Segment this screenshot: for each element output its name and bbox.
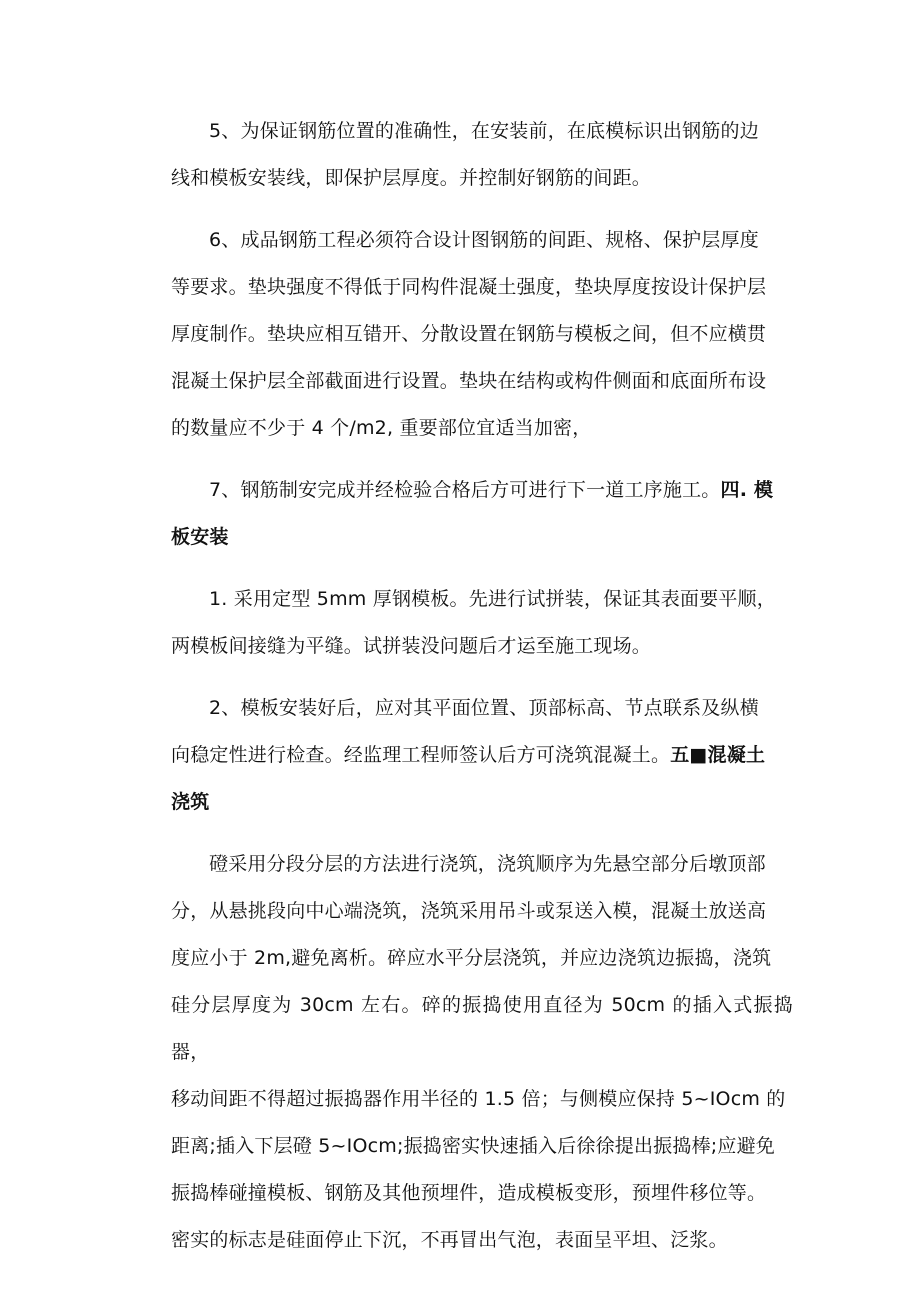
text-line: 振捣棒碰撞模板、钢筋及其他预埋件，造成模板变形，预埋件移位等。 [171,1182,767,1204]
paragraph-7 [171,467,793,561]
text-line [171,732,793,779]
paragraph-5 [171,108,793,202]
text-line: 的数量应不少于 4 个/m2, 重要部位宜适当加密， [171,417,592,439]
text-line: 分，从悬挑段向中心端浇筑，浇筑采用吊斗或泵送入模，混凝土放送高 [171,900,767,922]
section-heading-5-cont: 浇筑 [171,791,210,813]
paragraph-6 [171,217,793,452]
text-line: 距离;插入下层磴 5~IOcm;振捣密实快速插入后徐徐提出振捣棒;应避免 [171,1135,775,1157]
section-heading-5: 五■混凝土 [670,744,766,766]
text-line: 1. 采用定型 5mm 厚钢模板。先进行试拼装，保证其表面要平顺， [209,588,776,610]
text-line: 混凝土保护层全部截面进行设置。垫块在结构或构件侧面和底面所布设 [171,370,767,392]
text-line: 磴采用分段分层的方法进行浇筑，浇筑顺序为先悬空部分后墩顶部 [209,853,766,875]
text-line: 密实的标志是硅面停止下沉，不再冒出气泡，表面呈平坦、泛浆。 [171,1229,728,1251]
section-heading-4: 四. 模 [720,479,774,501]
paragraph-pouring [171,841,793,1264]
text-line: 等要求。垫块强度不得低于同构件混凝土强度，垫块厚度按设计保护层 [171,276,767,298]
text-line: 厚度制作。垫块应相互错开、分散设置在钢筋与模板之间，但不应横贯 [171,323,767,345]
document-body [171,108,793,1279]
paragraph-text: 7、钢筋制安完成并经检验合格后方可进行下一道工序施工。 [209,479,721,501]
text-line: 两模板间接缝为平缝。试拼装没问题后才运至施工现场。 [171,635,652,657]
paragraph-text: 向稳定性进行检查。经监理工程师签认后方可浇筑混凝土。 [171,744,671,766]
text-line: 5、为保证钢筋位置的准确性，在安装前，在底模标识出钢筋的边 [209,120,759,142]
section-heading-4-cont: 板安装 [171,526,229,548]
text-line: 硅分层厚度为 30cm 左右。碎的振捣使用直径为 50cm 的插入式振捣器， [171,994,793,1063]
paragraph-formwork-2 [171,685,793,826]
text-line: 2、模板安装好后，应对其平面位置、顶部标高、节点联系及纵横 [209,697,759,719]
text-line: 度应小于 2m,避免离析。碎应水平分层浇筑，并应边浇筑边振捣，浇筑 [171,947,772,969]
text-line: 线和模板安装线，即保护层厚度。并控制好钢筋的间距。 [171,167,652,189]
text-line: 移动间距不得超过振捣器作用半径的 1.5 倍；与侧模应保持 5~IOcm 的 [171,1088,786,1110]
text-line [171,467,793,514]
paragraph-formwork-1 [171,576,793,670]
text-line: 6、成品钢筋工程必须符合设计图钢筋的间距、规格、保护层厚度 [209,229,759,251]
